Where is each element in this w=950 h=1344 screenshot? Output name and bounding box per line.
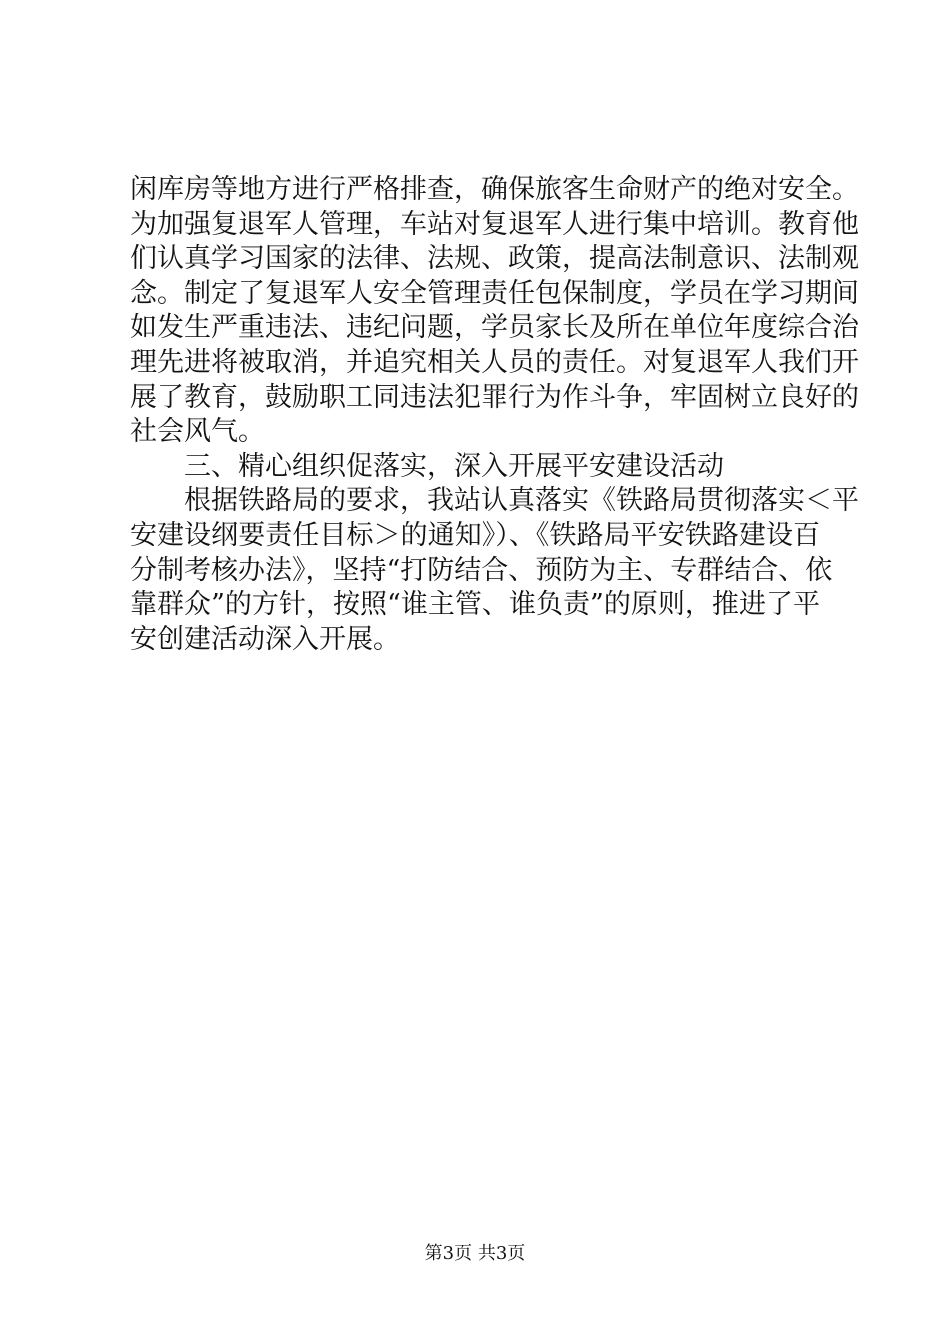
text-line: 分制考核办法》，坚持“打防结合、预防为主、专群结合、依 [130, 554, 833, 586]
text-line: 为加强复退军人管理，车站对复退军人进行集中培训。教育他 [130, 208, 859, 240]
text-line: 安建设纲要责任目标＞的通知》）、《铁路局平安铁路建设百 [130, 519, 820, 551]
section-heading [130, 450, 820, 485]
paragraph-veteran-management [130, 173, 859, 450]
document-body [130, 173, 859, 657]
page-number-footer: 第3页 共3页 [424, 1243, 526, 1264]
text-line: 闲库房等地方进行严格排查，确保旅客生命财产的绝对安全。 [130, 174, 859, 205]
text-line: 安创建活动深入开展。 [130, 623, 400, 655]
text-line: 靠群众”的方针，按照“谁主管、谁负责”的原则，推进了平 [130, 589, 820, 621]
text-line: 根据铁路局的要求，我站认真落实《铁路局贯彻落实＜平 [184, 485, 859, 517]
text-line: 社会风气。 [130, 416, 265, 448]
text-line: 展了教育，鼓励职工同违法犯罪行为作斗争，牢固树立良好的 [130, 381, 859, 413]
paragraph-safety-construction [130, 484, 859, 657]
text-line: 理先进将被取消，并追究相关人员的责任。对复退军人我们开 [130, 346, 859, 378]
text-line: 念。制定了复退军人安全管理责任包保制度，学员在学习期间 [130, 277, 859, 309]
text-line: 如发生严重违法、违纪问题，学员家长及所在单位年度综合治 [130, 312, 859, 344]
section-heading-text: 三、精心组织促落实，深入开展平安建设活动 [184, 450, 724, 482]
text-line: 们认真学习国家的法律、法规、政策，提高法制意识、法制观 [130, 243, 859, 275]
